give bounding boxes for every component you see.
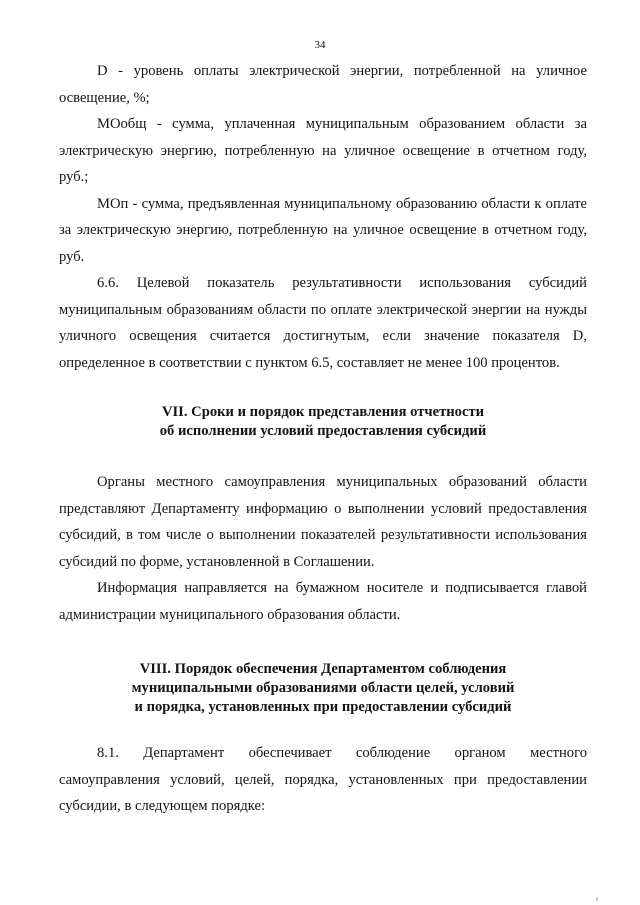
paragraph-8-1: 8.1. Департамент обеспечивает соблюдение органом местного самоуправления условий, целей, порядка, установленных при предоставлении субсидии, в следующем порядке: [59,745,587,814]
paragraph-d-definition: D - уровень оплаты электрической энергии, потребленной на уличное освещение, %; [59,63,587,106]
section-7-heading [59,403,587,441]
paragraph-6-6: 6.6. Целевой показатель результативности использования субсидий муниципальным образованиям области по оплате электрической энергии на нужды уличного освещения считается достигнутым, если значение показателя D, определенное в соответствии с пунктом 6.5, составляет не менее 100 процентов. [59,275,587,371]
spacer [59,628,587,660]
paragraph-section-7-signing: Информация направляется на бумажном носителе и подписывается главой администрации муниципального образования области. [59,580,587,623]
section-8-heading [59,660,587,717]
section-7-heading-line-2: об исполнении условий предоставления субсидий [159,423,487,439]
paragraph-mop-definition: МОп - сумма, предъявленная муниципальному образованию области к оплате за электрическую энергию, потребленную на уличное освещение в отчетном году, руб. [59,195,587,265]
section-8-heading-line-3: и порядка, установленных при предоставлении субсидий [134,699,512,715]
spacer [59,717,587,740]
document-body [59,58,587,820]
spacer [59,441,587,469]
page-number: 34 [314,39,326,51]
paragraph-section-7-reporting: Органы местного самоуправления муниципальных образований области представляют Департаменту информацию о выполнении условий предоставления субсидий, в том числе о выполнении показателей результативности использования субсидий по форме, установленной в Соглашении. [59,474,587,570]
scan-mark [596,897,598,901]
spacer [59,376,587,403]
section-7-heading-line-1: VII. Сроки и порядок представления отчетности [161,404,485,420]
section-8-heading-line-1: VIII. Порядок обеспечения Департаментом соблюдения [139,661,507,677]
paragraph-moobsch-definition: МОобщ - сумма, уплаченная муниципальным образованием области за электрическую энергию, потребленную на уличное освещение в отчетном году, руб.; [59,116,587,185]
section-8-heading-line-2: муниципальными образованиями области целей, условий [131,680,515,696]
